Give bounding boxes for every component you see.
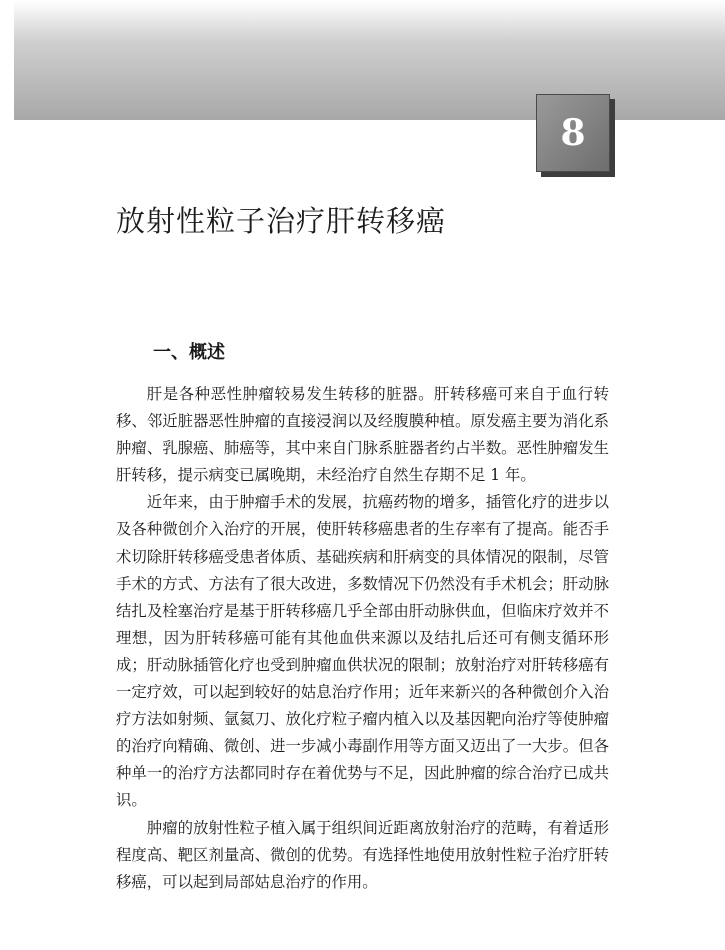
section-heading: 一、概述	[153, 342, 225, 363]
header-band	[14, 0, 725, 120]
chapter-title: 放射性粒子治疗肝转移癌	[116, 204, 447, 238]
chapter-number-box	[536, 94, 610, 172]
body-text	[116, 381, 609, 896]
paragraph: 近年来，由于肿瘤手术的发展，抗癌药物的增多，插管化疗的进步以及各种微创介入治疗的开展，使肝转移癌患者的生存率有了提高。能否手术切除肝转移癌受患者体质、基础疾病和肝病变的具体情况的限制，尽管手术的方式、方法有了很大改进，多数情况下仍然没有手术机会；肝动脉结扎及栓塞治疗是基于肝转移癌几乎全部由肝动脉供血，但临床疗效并不理想，因为肝转移癌可能有其他血供来源以及结扎后还可有侧支循环形成；肝动脉插管化疗也受到肿瘤血供状况的限制；放射治疗对肝转移癌有一定疗效，可以起到较好的姑息治疗作用；近年来新兴的各种微创介入治疗方法如射频、氩氦刀、放化疗粒子瘤内植入以及基因靶向治疗等使肿瘤的治疗向精确、微创、进一步减小毒副作用等方面又迈出了一大步。但各种单一的治疗方法都同时存在着优势与不足，因此肿瘤的综合治疗已成共识。	[116, 493, 609, 810]
paragraph: 肿瘤的放射性粒子植入属于组织间近距离放射治疗的范畴，有着适形程度高、靶区剂量高、微创的优势。有选择性地使用放射性粒子治疗肝转移癌，可以起到局部姑息治疗的作用。	[116, 818, 609, 891]
paragraph: 肝是各种恶性肿瘤较易发生转移的脏器。肝转移癌可来自于血行转移、邻近脏器恶性肿瘤的直接浸润以及经腹膜种植。原发癌主要为消化系肿瘤、乳腺癌、肺癌等，其中来自门脉系脏器者约占半数。恶性肿瘤发生肝转移，提示病变已属晚期，未经治疗自然生存期不足 1 年。	[116, 385, 609, 485]
chapter-number: 8	[560, 112, 586, 154]
